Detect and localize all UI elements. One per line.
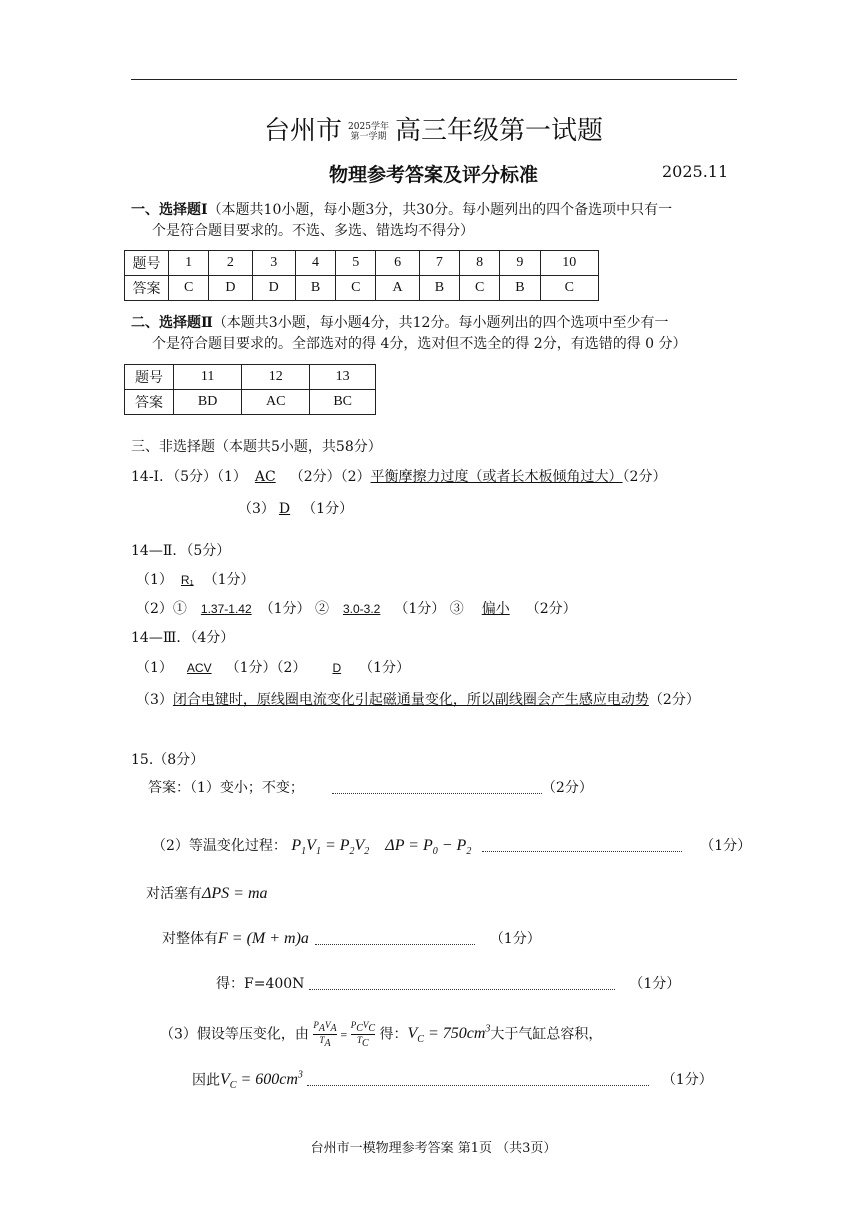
section3-desc: （本题共5小题，共58分） <box>215 439 382 455</box>
q15-sub3-post: 大于气缸总容积， <box>490 1026 603 1043</box>
answer-table-1 <box>124 250 599 301</box>
table-cell: C <box>336 276 376 301</box>
dotted-leader <box>332 783 542 794</box>
table-cell: 1 <box>169 251 209 276</box>
formula-vc-750: $V_C = 750cm^3$ <box>407 1024 491 1046</box>
q14-1-points2: （2分） <box>622 469 667 485</box>
section2-desc1: （本题共3小题，每小题4分，共12分。每小题列出的四个选项中至少有一 <box>212 315 669 331</box>
table-cell: 8 <box>460 251 500 276</box>
q15-line1 <box>148 778 593 798</box>
q15-line5 <box>216 974 680 994</box>
q14-2-answer3: 3.0-3.2 <box>343 602 381 616</box>
table-cell: B <box>419 276 459 301</box>
q15-label: 15.（8分） <box>131 752 205 768</box>
q14-1-line1 <box>131 467 666 487</box>
section1-heading: 一、选择题Ⅰ <box>131 202 208 218</box>
table-cell: 4 <box>295 251 335 276</box>
q15-points4: （1分） <box>489 931 541 947</box>
table-cell: 答案 <box>125 276 169 301</box>
q14-3-line3 <box>136 690 700 710</box>
title-term-small: 第一学期 <box>350 132 387 142</box>
q14-3-label: 14—Ⅲ．（4分） <box>131 630 235 646</box>
table-cell: BD <box>174 390 242 415</box>
table-cell: 9 <box>500 251 540 276</box>
q14-2-label: 14—Ⅱ．（5分） <box>131 543 231 559</box>
table-row <box>125 251 599 276</box>
q15-sub3-text: （3）假设等压变化，由 <box>160 1026 309 1043</box>
title-term-note <box>348 122 389 142</box>
q15-line4 <box>162 929 541 949</box>
q14-3-sub3: （3） <box>136 692 173 708</box>
q14-3-answer1: ACV <box>186 661 212 675</box>
table-cell: 3 <box>252 251 295 276</box>
q14-1-label: 14-Ⅰ．（5分）（1） <box>131 469 247 485</box>
table-cell: 5 <box>336 251 376 276</box>
section3-heading: 三、非选择题 <box>131 439 215 455</box>
answer-table-2 <box>124 364 376 415</box>
q14-3-points1: （1分）（2） <box>225 660 307 676</box>
title-city: 台州市 <box>264 116 343 146</box>
q14-1-answer3: D <box>278 501 291 517</box>
formula-whole: F = (M + m)a <box>218 930 309 947</box>
table-cell: BC <box>310 390 376 415</box>
page-title <box>0 110 867 147</box>
q14-1-line2 <box>238 499 353 519</box>
q14-2-points2: （1分） ② <box>259 601 329 617</box>
dotted-leader <box>307 1075 649 1086</box>
section3-line <box>131 437 382 457</box>
q15-line6: （3）假设等压变化，由 $P_AV_A$ $T_A = P_CV_C$ $T_C$ 得：$V_C = 750cm^3$大于气缸总容积， <box>160 1020 603 1049</box>
title-main: 高三年级第一试题 <box>394 116 603 146</box>
q15-whole-text: 对整体有 <box>162 931 218 947</box>
q14-1-points1: （2分）（2） <box>289 469 371 485</box>
title-year-small: 2025学年 <box>348 122 389 132</box>
table-cell: 题号 <box>125 365 174 390</box>
q15-line3 <box>146 884 268 904</box>
q14-2-sub1: （1） <box>136 572 173 588</box>
q14-3-points2: （1分） <box>359 660 411 676</box>
table-cell: D <box>252 276 295 301</box>
header-rule <box>131 79 737 80</box>
dotted-leader <box>309 979 615 990</box>
dotted-leader <box>315 934 475 945</box>
page-subtitle: 物理参考答案及评分标准 <box>328 164 538 186</box>
section2-heading: 二、选择题Ⅱ <box>131 315 213 331</box>
table-row <box>125 390 376 415</box>
table-cell: 答案 <box>125 390 174 415</box>
q14-1-sub3: （3） <box>238 501 275 517</box>
q15-points7: （1分） <box>661 1072 713 1089</box>
q15-sub3-mid: 得： <box>379 1026 408 1043</box>
table-cell: 题号 <box>125 251 169 276</box>
q14-3-line1 <box>136 658 410 678</box>
table-cell: 11 <box>174 365 242 390</box>
q15-sub2-text: （2）等温变化过程： <box>152 838 287 854</box>
section2-line1 <box>131 313 668 333</box>
q14-1-answer2: 平衡摩擦力过度（或者长木板倾角过大） <box>370 469 623 485</box>
q14-3-answer3: 闭合电键时，原线圈电流变化引起磁通量变化，所以副线圈会产生感应电动势 <box>172 692 649 708</box>
formula-isothermal: $P_1V_1 = P_2V_2$ $\Delta P = P_0 - P_2$ <box>291 837 472 858</box>
table-cell: D <box>209 276 252 301</box>
q15-points2: （1分） <box>700 838 752 854</box>
formula-piston: ΔPS = ma <box>202 885 268 902</box>
table-cell: B <box>295 276 335 301</box>
table-cell: 6 <box>376 251 419 276</box>
q15-result: 得：F=400N <box>216 976 305 992</box>
table-cell: 7 <box>419 251 459 276</box>
section1-desc2: 个是符合题目要求的。不选、多选、错选均不得分） <box>152 223 474 239</box>
table-cell: 12 <box>242 365 310 390</box>
formula-vc-600: $V_C = 600cm^3$ <box>220 1070 303 1092</box>
q15-line7 <box>192 1066 713 1097</box>
dotted-leader <box>482 841 682 852</box>
q14-2-answer2: 1.37-1.42 <box>200 602 252 616</box>
table-cell: B <box>500 276 540 301</box>
q14-2-points4: （2分） <box>525 601 577 617</box>
q15-piston-text: 对活塞有 <box>146 886 202 902</box>
q15-points5: （1分） <box>629 976 681 992</box>
q14-2-points1: （1分） <box>203 572 255 588</box>
q15-therefore: 因此 <box>192 1072 220 1089</box>
q14-3-points3: （2分） <box>648 692 700 708</box>
section1-desc1: （本题共10小题，每小题3分，共30分。每小题列出的四个备选项中只有一 <box>207 202 673 218</box>
table-cell: C <box>540 276 598 301</box>
q14-2-points3: （1分） ③ <box>394 601 464 617</box>
q15-answer1: 答案：（1）变小；不变； <box>148 780 304 796</box>
page-footer: 台州市一模物理参考答案 第1页 （共3页） <box>310 1141 557 1156</box>
table-cell: A <box>376 276 419 301</box>
q14-2-answer4: 偏小 <box>481 601 510 617</box>
q14-2-line1 <box>136 570 255 590</box>
exam-date: 2025.11 <box>662 162 729 181</box>
formula-isobaric: $P_AV_A$ $T_A$ <box>313 1020 337 1049</box>
table-row <box>125 365 376 390</box>
q14-2-line2 <box>136 599 577 619</box>
q14-2-answer1: R₁ <box>180 573 194 587</box>
q14-3-sub1: （1） <box>136 660 173 676</box>
table-cell: 2 <box>209 251 252 276</box>
q14-2-sub2: （2）① <box>136 601 187 617</box>
q15-line2 <box>152 836 751 862</box>
table-cell: 10 <box>540 251 598 276</box>
formula-isobaric-rhs: $P_CV_C$ $T_C$ <box>350 1020 376 1049</box>
table-cell: C <box>169 276 209 301</box>
q14-1-answer1: AC <box>254 469 276 485</box>
table-cell: AC <box>242 390 310 415</box>
table-cell: C <box>460 276 500 301</box>
table-row <box>125 276 599 301</box>
section2-desc2: 个是符合题目要求的。全部选对的得 4分，选对但不选全的得 2分，有选错的得 0 分） <box>152 336 687 352</box>
q15-points1: （2分） <box>541 780 593 796</box>
q14-1-points3: （1分） <box>302 501 354 517</box>
q14-3-answer2: D <box>332 661 342 675</box>
table-cell: 13 <box>310 365 376 390</box>
section1-line1 <box>131 200 672 220</box>
